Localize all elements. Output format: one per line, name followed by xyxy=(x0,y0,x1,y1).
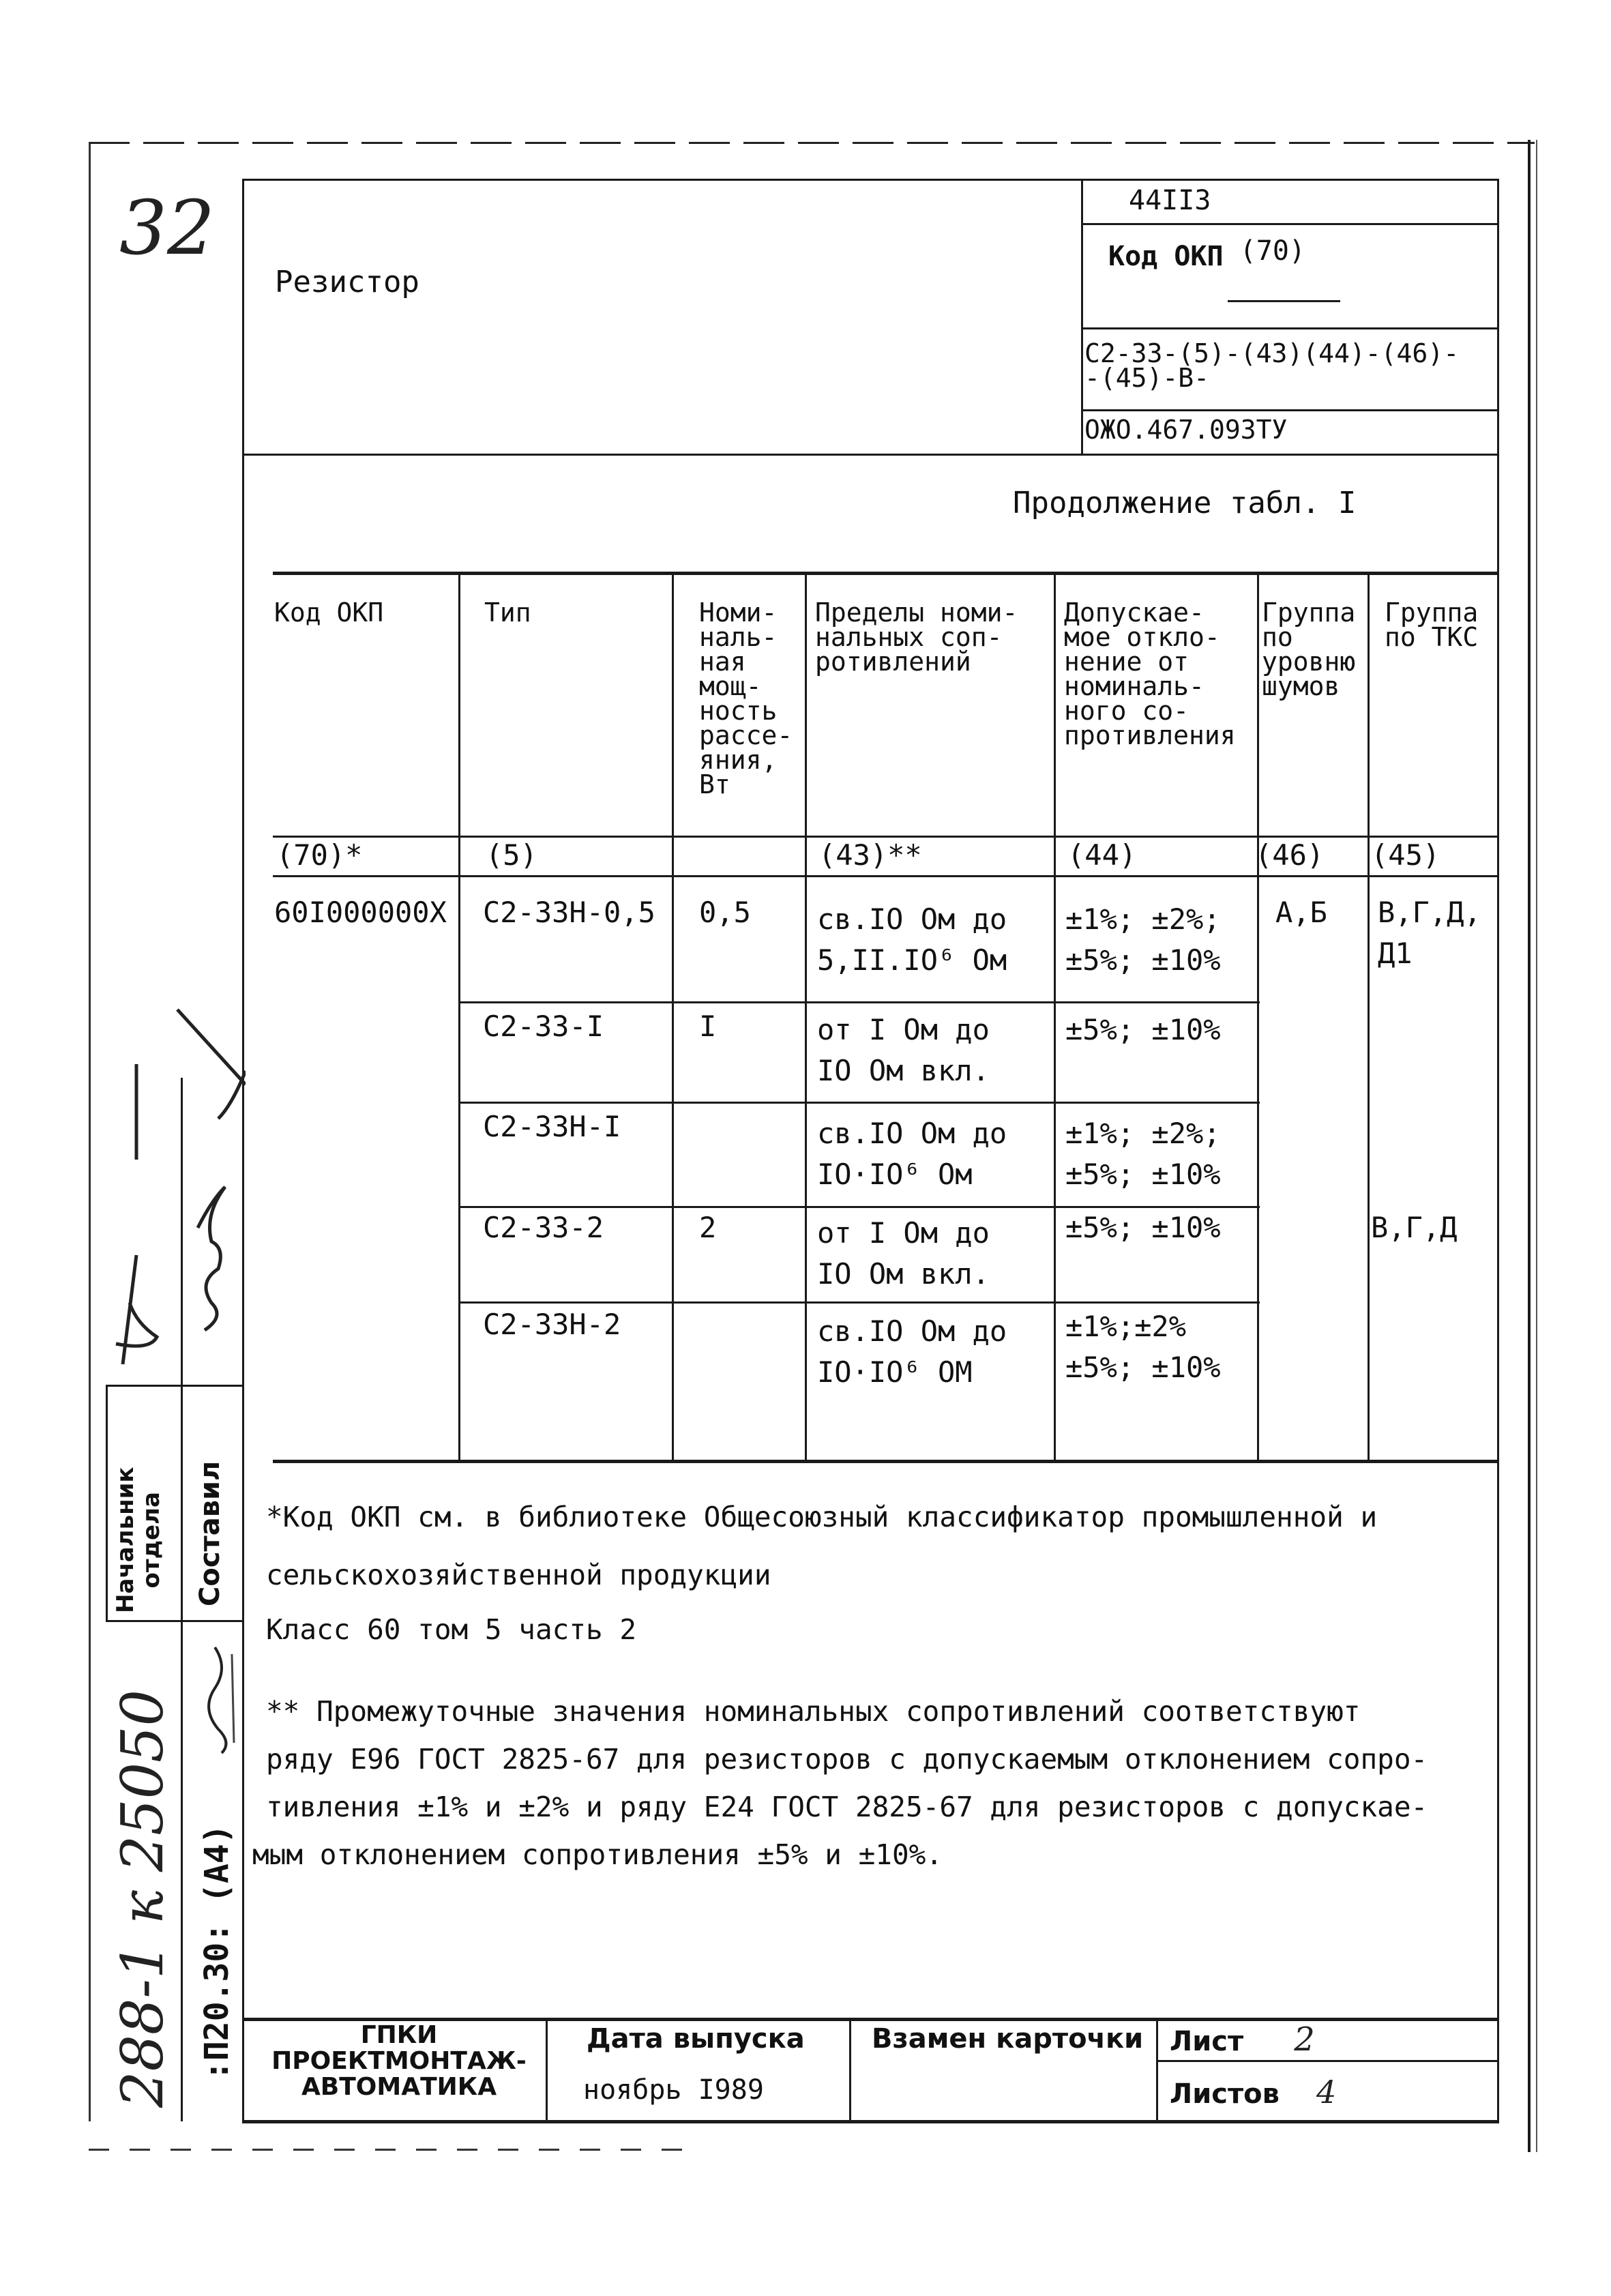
table-row-4-type: С2-33Н-2 xyxy=(483,1308,621,1341)
code-number: 44II3 xyxy=(1129,185,1211,216)
table-row-3-range: от I Ом до IO Ом вкл. xyxy=(817,1216,990,1291)
col-header-tks: Группа по ТКС xyxy=(1385,598,1479,652)
col-header-code: Код ОКП xyxy=(274,598,384,628)
table-row-3-type: С2-33-2 xyxy=(483,1211,604,1244)
table-row-0-code: 60I000000X xyxy=(274,896,447,929)
note2-line4: мым отклонением сопротивления ±5% и ±10%. xyxy=(252,1838,943,1871)
org-line1: ГПКИ xyxy=(360,2021,438,2049)
table-row-0-type: С2-33Н-0,5 xyxy=(483,896,655,929)
table-row-0-tolerance: ±1%; ±2%; ±5%; ±10% xyxy=(1065,902,1221,977)
table-row-2-range: св.IO Ом до IO·IO⁶ Ом xyxy=(817,1117,1007,1191)
ref-noise: (46) xyxy=(1255,838,1325,872)
sheet-value: 2 xyxy=(1294,2020,1315,2059)
table-row-0-range: св.IO Ом до 5,II.IO⁶ Ом xyxy=(817,902,1007,977)
org-line2: ПРОЕКТМОНТАЖ- xyxy=(271,2047,527,2075)
spec-number: ОЖО.467.093ТУ xyxy=(1084,415,1288,445)
signature-marks xyxy=(109,982,246,1392)
signature-date xyxy=(194,1640,242,1756)
page-number: 32 xyxy=(119,184,215,271)
note2-line2: ряду Е96 ГОСТ 2825-67 для резисторов с допускаемым отклонением сопро- xyxy=(266,1743,1428,1776)
okp-code-ref: (70) xyxy=(1239,235,1305,267)
ref-range: (43)** xyxy=(818,838,922,872)
note2-line3: тивления ±1% и ±2% и ряду Е24 ГОСТ 2825-67 для резисторов с допускае- xyxy=(266,1791,1428,1823)
release-label: Дата выпуска xyxy=(587,2023,805,2055)
form-code: :П20.30: (А4) xyxy=(198,1824,236,2080)
col-header-type: Тип xyxy=(484,598,531,628)
col-header-power: Номи- наль- ная мощ- ность рассе- яния, Вт xyxy=(699,598,793,799)
note2-line1: ** Промежуточные значения номинальных сопротивлений соответствуют xyxy=(266,1695,1361,1728)
table-row-4-range: св.IO Ом до IO·IO⁶ ОМ xyxy=(817,1314,1007,1389)
sheet-label-text: Лист xyxy=(1170,2026,1244,2057)
label-head-text: Начальник отдела xyxy=(112,1467,165,1613)
note1-line1: *Код ОКП см. в библиотеке Общесоюзный классификатор промышленной и xyxy=(266,1501,1378,1533)
product-name: Резистор xyxy=(275,265,419,299)
org-line3: АВТОМАТИКА xyxy=(301,2073,497,2101)
table-row-0-tks: В,Г,Д, Д1 xyxy=(1378,896,1481,970)
label-head xyxy=(113,1467,164,1613)
org-block xyxy=(259,2022,539,2100)
release-date: ноябрь I989 xyxy=(583,2074,764,2106)
sheets-label xyxy=(1170,2074,1337,2111)
table-row-2-tolerance: ±1%; ±2%; ±5%; ±10% xyxy=(1065,1117,1221,1191)
ref-type: (5) xyxy=(486,838,537,872)
table-row-1-tolerance: ±5%; ±10% xyxy=(1065,1013,1221,1046)
col-header-range: Пределы номи- нальных соп- ротивлений xyxy=(815,598,1018,677)
designation-line1: С2-33-(5)-(43)(44)-(46)- xyxy=(1084,338,1460,368)
table-row-3-tks: В,Г,Д xyxy=(1371,1211,1458,1244)
ref-tks: (45) xyxy=(1371,838,1440,872)
col-header-tolerance: Допускае- мое откло- нение от номиналь- ного со- противления xyxy=(1064,598,1236,750)
table-row-3-tolerance: ±5%; ±10% xyxy=(1065,1211,1221,1244)
note1-line2: сельскохозяйственной продукции xyxy=(266,1559,771,1591)
okp-code-label-text: Код ОКП xyxy=(1108,241,1224,272)
col-header-noise: Группа по уровню шумов xyxy=(1262,598,1356,701)
replaces-label: Взамен карточки xyxy=(872,2023,1144,2055)
table-row-1-range: от I Ом до IO Ом вкл. xyxy=(817,1013,990,1087)
sheet-label xyxy=(1170,2020,1315,2060)
table-row-1-type: С2-33-I xyxy=(483,1010,604,1043)
label-author: Составил xyxy=(194,1460,226,1606)
table-row-0-noise: А,Б xyxy=(1275,896,1327,929)
table-row-2-type: С2-33Н-I xyxy=(483,1110,621,1143)
okp-code-label xyxy=(1108,235,1305,273)
table-row-4-tolerance: ±1%;±2% ±5%; ±10% xyxy=(1065,1310,1221,1384)
note1-line3: Класс 60 том 5 часть 2 xyxy=(266,1613,637,1646)
continuation-title: Продолжение табл. I xyxy=(1013,486,1357,520)
table-row-0-power: 0,5 xyxy=(699,896,751,929)
ref-code: (70)* xyxy=(276,838,363,872)
table-row-1-power: I xyxy=(699,1010,717,1043)
table-row-3-power: 2 xyxy=(699,1211,717,1244)
sheets-label-text: Листов xyxy=(1170,2078,1280,2110)
archive-stamp: 288-1 к 25050 xyxy=(109,1690,176,2108)
sheets-value: 4 xyxy=(1316,2074,1337,2110)
ref-tolerance: (44) xyxy=(1067,838,1137,872)
designation-line2: -(45)-В- xyxy=(1084,363,1210,393)
